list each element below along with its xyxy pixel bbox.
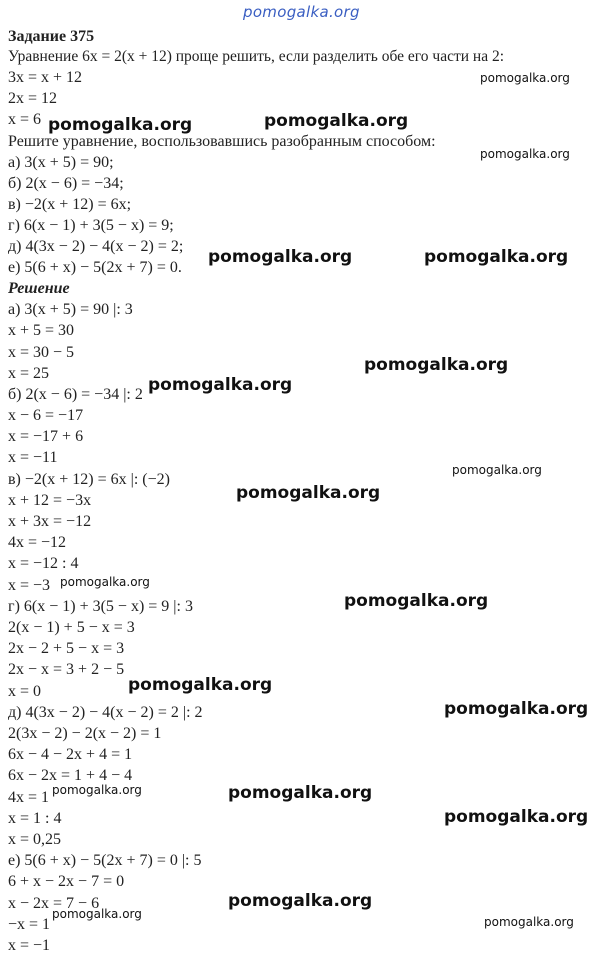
watermark: pomogalka.org [128,675,273,695]
watermark: pomogalka.org [48,115,193,135]
solution-line: x + 12 = −3x [8,492,92,509]
solution-line: 2(x − 1) + 5 − x = 3 [8,619,135,636]
solution-line: а) 3(x + 5) = 90 |: 3 [8,301,133,318]
task-item: г) 6(x − 1) + 3(5 − x) = 9; [8,217,174,234]
watermark: pomogalka.org [52,907,142,921]
solution-line: x = −3 [8,577,51,594]
watermark: pomogalka.org [344,591,489,611]
intro-sentence: Уравнение 6x = 2(x + 12) проще решить, если разделить обе его части на 2: [8,48,504,65]
solution-line: x − 6 = −17 [8,407,84,424]
watermark: pomogalka.org [228,891,373,911]
watermark: pomogalka.org [444,699,589,719]
watermark: pomogalka.org [480,71,570,85]
solution-line: −x = 1 [8,916,51,933]
watermark: pomogalka.org [452,463,542,477]
task-item: а) 3(x + 5) = 90; [8,154,114,171]
watermark: pomogalka.org [236,483,381,503]
solution-line: б) 2(x − 6) = −34 |: 2 [8,386,143,403]
solution-line: x = 0 [8,683,42,700]
solution-heading: Решение [8,280,70,297]
solution-line: д) 4(3x − 2) − 4(x − 2) = 2 |: 2 [8,704,203,721]
solution-line: x = −12 : 4 [8,555,79,572]
watermark: pomogalka.org [444,807,589,827]
solution-line: 6 + x − 2x − 7 = 0 [8,873,125,890]
solution-line: x + 3x = −12 [8,513,92,530]
solution-line: x − 2x = 7 − 6 [8,895,100,912]
watermark: pomogalka.org [208,247,353,267]
watermark: pomogalka.org [364,355,509,375]
solution-line: x = −1 [8,937,51,954]
watermark: pomogalka.org [484,915,574,929]
header-watermark: pomogalka.org [243,3,360,21]
solution-line: в) −2(x + 12) = 6x |: (−2) [8,471,170,488]
watermark: pomogalka.org [264,111,409,131]
watermark: pomogalka.org [60,575,150,589]
watermark: pomogalka.org [52,783,142,797]
intro-step: 2x = 12 [8,90,58,107]
solution-line: е) 5(6 + x) − 5(2x + 7) = 0 |: 5 [8,852,202,869]
solution-line: 4x = −12 [8,534,67,551]
watermark: pomogalka.org [480,147,570,161]
solution-line: x = 25 [8,365,50,382]
solution-line: г) 6(x − 1) + 3(5 − x) = 9 |: 3 [8,598,193,615]
solution-line: 4x = 1 [8,789,50,806]
task-title: Задание 375 [8,28,95,45]
intro-step: x = 6 [8,111,42,128]
task-prompt: Решите уравнение, воспользовавшись разобранным способом: [8,133,436,150]
intro-step: 3x = x + 12 [8,69,83,86]
solution-line: 2x − 2 + 5 − x = 3 [8,640,125,657]
task-item: д) 4(3x − 2) − 4(x − 2) = 2; [8,238,184,255]
solution-line: x + 5 = 30 [8,322,75,339]
task-item: е) 5(6 + x) − 5(2x + 7) = 0. [8,259,182,276]
solution-line: x = 1 : 4 [8,810,62,827]
watermark: pomogalka.org [148,375,293,395]
solution-line: 2x − x = 3 + 2 − 5 [8,661,125,678]
task-item: б) 2(x − 6) = −34; [8,175,124,192]
solution-line: x = 0,25 [8,831,62,848]
solution-line: 6x − 2x = 1 + 4 − 4 [8,767,133,784]
solution-line: 6x − 4 − 2x + 4 = 1 [8,746,133,763]
solution-line: 2(3x − 2) − 2(x − 2) = 1 [8,725,162,742]
task-item: в) −2(x + 12) = 6x; [8,196,132,213]
watermark: pomogalka.org [424,247,569,267]
solution-line: x = −17 + 6 [8,428,84,445]
solution-line: x = −11 [8,449,58,466]
watermark: pomogalka.org [228,783,373,803]
solution-line: x = 30 − 5 [8,344,75,361]
